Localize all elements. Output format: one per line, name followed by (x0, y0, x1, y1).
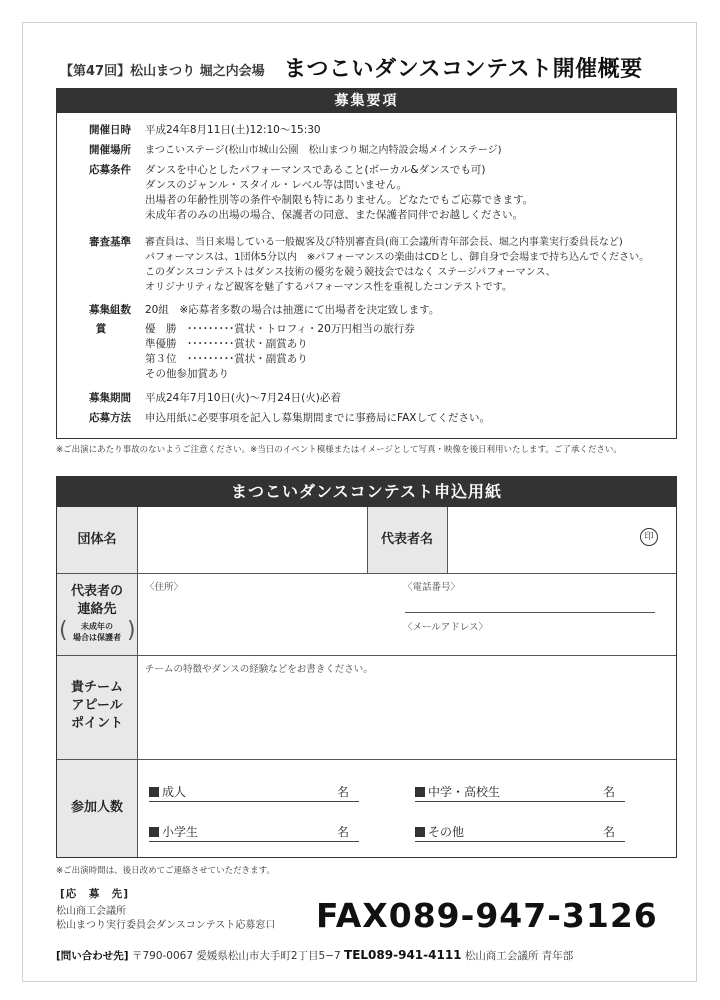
count-unit: 名 (602, 825, 615, 839)
req-line: 審査員は、当日来場している一般観客及び特別審査員(商工会議所青年部会長、堀之内事業実行委員長など) (145, 237, 623, 248)
fax-number: FAX089-947-3126 (316, 896, 658, 935)
count-student[interactable] (415, 783, 625, 802)
contact-label (57, 583, 137, 619)
header-prefix: 【第47回】松山まつり 堀之内会場 (60, 64, 265, 79)
contact-tel: TEL089-941-4111 (344, 948, 462, 962)
apply-org: 松山商工会議所 (56, 906, 126, 917)
apply-label: [応 募 先] (60, 888, 130, 900)
square-bullet-icon (415, 787, 425, 797)
phone-hint: 〈電話番号〉 (403, 582, 461, 593)
contact-sublabel (57, 621, 137, 643)
phone-field[interactable] (405, 593, 655, 613)
participants-label: 参加人数 (70, 800, 123, 815)
req-line: まつこいステージ(松山市城山公園 松山まつり堀之内特設会場メインステージ) (145, 145, 502, 156)
contact-info (56, 948, 573, 963)
req-label: 応募条件 (89, 164, 131, 176)
count-other[interactable] (415, 823, 625, 842)
req-line: このダンスコンテストはダンス技術の優劣を競う競技会ではなく ステージパフォーマンス、 (145, 267, 556, 278)
email-hint: 〈メールアドレス〉 (403, 622, 489, 633)
count-label: 中学・高校生 (428, 785, 501, 799)
count-adult[interactable] (149, 783, 359, 802)
square-bullet-icon (415, 827, 425, 837)
seal-icon: 印 (640, 528, 658, 546)
count-label: その他 (428, 825, 465, 839)
req-line: 未成年者のみの出場の場合、保護者の同意、また保護者同伴でお越しください。 (145, 209, 523, 221)
req-line: 準優勝 ･････････賞状・副賞あり (145, 338, 308, 350)
req-line: オリジナリティなど観客を魅了するパフォーマンス性を重視したコンテストです。 (145, 282, 512, 293)
req-line: 20組 ※応募者多数の場合は抽選にて出場者を決定致します。 (145, 304, 440, 316)
page-title: まつこいダンスコンテスト開催概要 (284, 57, 643, 82)
count-elementary[interactable] (149, 823, 359, 842)
square-bullet-icon (149, 827, 159, 837)
contact-sublabel-line: 未成年の (81, 622, 113, 631)
req-label: 賞 (95, 323, 107, 335)
count-label: 成人 (162, 785, 187, 799)
appeal-hint: チームの特徴やダンスの経験などをお書きください。 (145, 664, 373, 675)
count-unit: 名 (336, 825, 349, 839)
req-line: 平成24年8月11日(土)12:10〜15:30 (145, 124, 321, 136)
contact-sublabel-line: 場合は保護者 (73, 633, 121, 642)
req-line: 申込用紙に必要事項を記入し募集期間までに事務局にFAXしてください。 (145, 412, 490, 424)
email-field[interactable] (405, 633, 655, 651)
team-name-label: 団体名 (77, 532, 117, 547)
notice-bottom: ※ご出演時間は、後日改めてご連絡させていただきます。 (56, 866, 275, 876)
req-line: 平成24年7月10日(火)〜7月24日(火)必着 (145, 392, 341, 404)
notice-top: ※ご出演にあたり事故のないようご注意ください。※当日のイベント模様またはイメージとして写真・映像を後日利用いたします。ご了承ください。 (56, 445, 622, 455)
contact-label: [問い合わせ先] (56, 950, 129, 962)
count-unit: 名 (602, 785, 615, 799)
rep-name-label: 代表者名 (380, 532, 433, 547)
appeal-label-line: アピール (71, 698, 123, 713)
appeal-field[interactable] (145, 677, 670, 755)
req-label: 開催日時 (89, 124, 131, 136)
req-line: 出場者の年齢性別等の条件や制限も特にありません。どなたでもご応募できます。 (145, 194, 534, 206)
contact-label-line: 連絡先 (77, 602, 117, 617)
count-label: 小学生 (162, 825, 199, 839)
team-name-field[interactable] (139, 509, 365, 571)
req-line: 第３位 ･････････賞状・副賞あり (145, 353, 308, 365)
requirements-box (56, 88, 677, 439)
req-label: 募集組数 (89, 304, 131, 316)
req-label: 開催場所 (89, 144, 131, 156)
apply-office: 松山まつり実行委員会ダンスコンテスト応募窓口 (56, 920, 276, 931)
appeal-label (57, 679, 137, 733)
appeal-label-line: 貴チーム (70, 680, 123, 695)
address-hint: 〈住所〉 (145, 582, 184, 593)
square-bullet-icon (149, 787, 159, 797)
req-line: 優 勝 ･････････賞状・トロフィ・20万円相当の旅行券 (145, 323, 415, 335)
contact-org: 松山商工会議所 青年部 (464, 950, 574, 962)
req-line: ダンスを中心としたパフォーマンスであること(ボーカル&ダンスでも可) (145, 164, 486, 176)
contact-address: 〒790-0067 愛媛県松山市大手町2丁目5−7 (131, 950, 341, 962)
req-label: 審査基準 (89, 236, 131, 248)
appeal-label-line: ポイント (70, 716, 123, 731)
req-line: その他参加賞あり (145, 368, 229, 380)
count-unit: 名 (336, 785, 349, 799)
req-line: パフォーマンスは、1団体5分以内 ※パフォーマンスの楽曲はCDとし、御自身で会場まで持ち込んでください。 (145, 252, 650, 263)
req-line: ダンスのジャンル・スタイル・レベル等は問いません。 (145, 179, 408, 191)
application-form: まつこいダンスコンテスト申込用紙 団体名 代表者名 代表者の 連絡先 ( 未成年の 場合は保護者 ) 〈住所〉 〈電話番号〉 〈メールアドレス〉 貴チーム アピール ポイント チームの特徴やダンスの経験などをお書きください。 参加人数 成人 名 中学・高校生 名 小学生 名 その他 名 (56, 476, 677, 858)
form-title: まつこいダンスコンテスト申込用紙 (57, 477, 676, 507)
address-field[interactable] (145, 593, 395, 651)
req-label: 応募方法 (89, 412, 131, 424)
contact-label-line: 代表者の (70, 584, 123, 599)
req-label: 募集期間 (89, 392, 131, 404)
requirements-heading: 募集要項 (57, 89, 676, 113)
